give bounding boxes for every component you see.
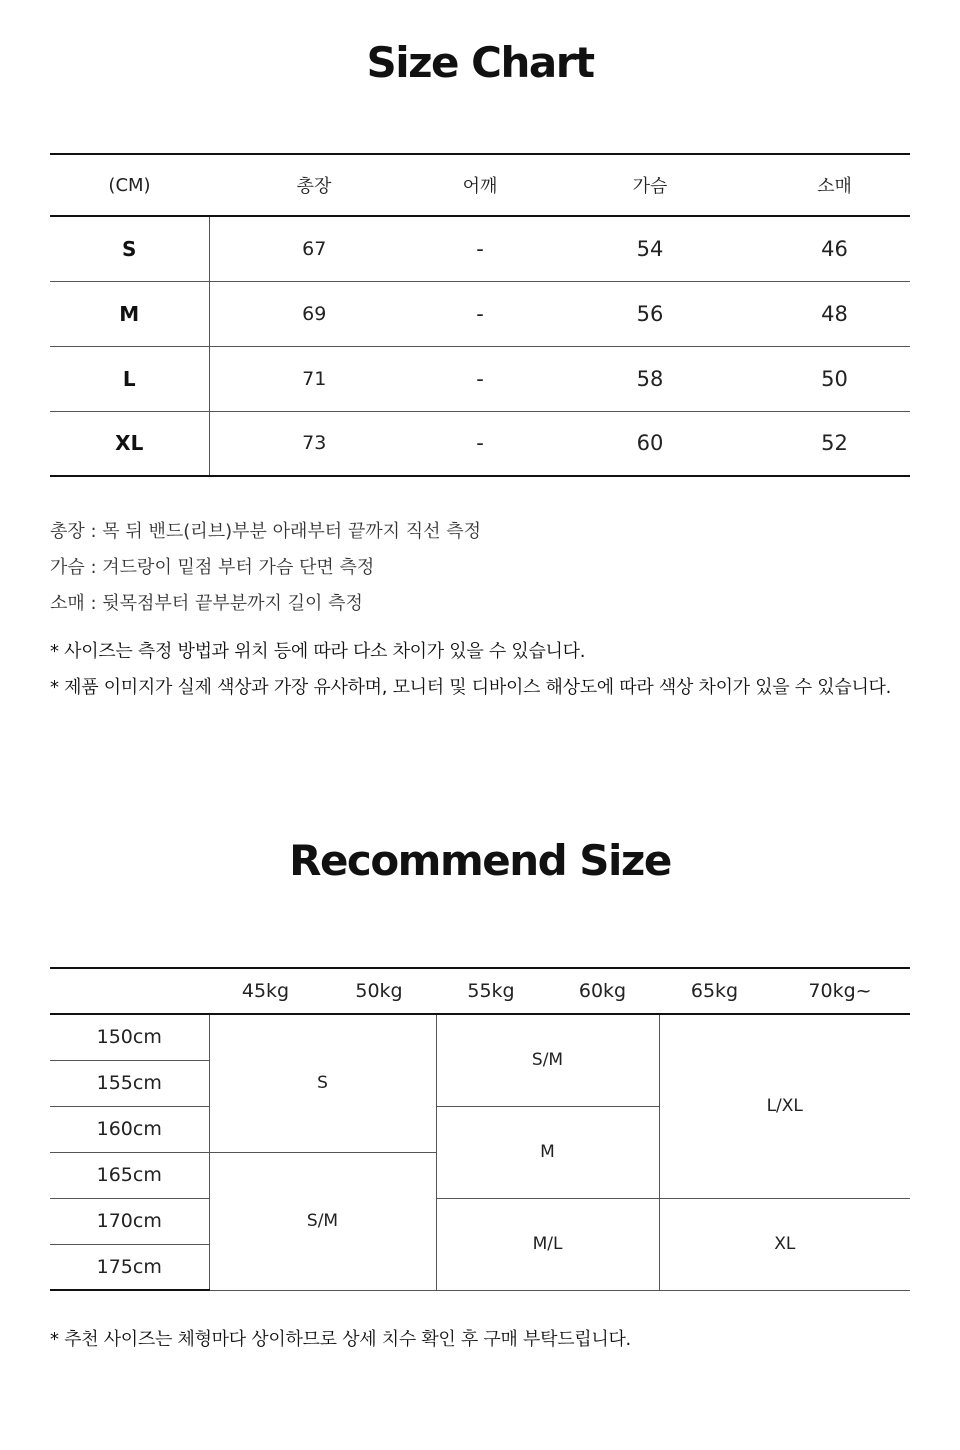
weight-label: 70kg~ [770,968,910,1014]
height-label: 165cm [50,1152,209,1198]
sleeve-value: 48 [759,281,910,346]
header-chest: 가슴 [541,154,759,216]
weight-header-row [50,968,910,1014]
measurement-disclaimer: * 사이즈는 측정 방법과 위치 등에 따라 다소 차이가 있을 수 있습니다. [50,641,586,662]
header-sleeve: 소매 [759,154,910,216]
chest-measure-note: 가슴 : 겨드랑이 밑점 부터 가슴 단면 측정 [50,557,375,578]
recommend-cell-lxl: L/XL [659,1014,910,1198]
recommend-size-title: Recommend Size [289,836,671,885]
length-value: 69 [209,281,419,346]
table-row [50,1014,910,1060]
size-chart-header-row [50,154,910,216]
length-value: 67 [209,216,419,281]
table-row [50,1198,910,1244]
measurement-notes [50,514,930,622]
length-value: 71 [209,346,419,411]
size-chart-title: Size Chart [366,38,594,87]
height-label: 170cm [50,1198,209,1244]
height-label: 150cm [50,1014,209,1060]
weight-label: 55kg [436,968,546,1014]
table-row [50,281,910,346]
shoulder-value: - [419,411,541,476]
chest-value: 60 [541,411,759,476]
sleeve-value: 52 [759,411,910,476]
recommend-cell-ml: M/L [436,1198,659,1290]
weight-label: 65kg [659,968,770,1014]
size-label: M [50,281,209,346]
length-measure-note: 총장 : 목 뒤 밴드(리브)부분 아래부터 끝까지 직선 측정 [50,521,482,542]
header-corner [50,968,209,1014]
chest-value: 54 [541,216,759,281]
shoulder-value: - [419,281,541,346]
height-label: 175cm [50,1244,209,1290]
height-label: 155cm [50,1060,209,1106]
size-chart-table [50,153,910,477]
header-shoulder: 어깨 [419,154,541,216]
chest-value: 58 [541,346,759,411]
recommend-cell-sm: S/M [436,1014,659,1106]
recommend-cell-xl: XL [659,1198,910,1290]
weight-label: 60kg [546,968,659,1014]
table-row [50,411,910,476]
recommend-cell-sm: S/M [209,1152,436,1290]
header-length: 총장 [209,154,419,216]
color-disclaimer: * 제품 이미지가 실제 색상과 가장 유사하며, 모니터 및 디바이스 해상도에 따라 색상 차이가 있을 수 있습니다. [50,677,892,698]
weight-label: 45kg [209,968,322,1014]
sleeve-value: 46 [759,216,910,281]
disclaimer-notes [50,634,930,706]
recommend-cell-s: S [209,1014,436,1152]
size-label: S [50,216,209,281]
length-value: 73 [209,411,419,476]
shoulder-value: - [419,216,541,281]
size-label: L [50,346,209,411]
sleeve-value: 50 [759,346,910,411]
chest-value: 56 [541,281,759,346]
height-label: 160cm [50,1106,209,1152]
recommend-size-table [50,967,910,1291]
table-row [50,346,910,411]
size-label: XL [50,411,209,476]
shoulder-value: - [419,346,541,411]
recommend-cell-m: M [436,1106,659,1198]
header-unit: (CM) [50,154,209,216]
recommend-note: * 추천 사이즈는 체형마다 상이하므로 상세 치수 확인 후 구매 부탁드립니다. [50,1329,631,1350]
weight-label: 50kg [322,968,436,1014]
table-row [50,216,910,281]
sleeve-measure-note: 소매 : 뒷목점부터 끝부분까지 길이 측정 [50,593,363,614]
